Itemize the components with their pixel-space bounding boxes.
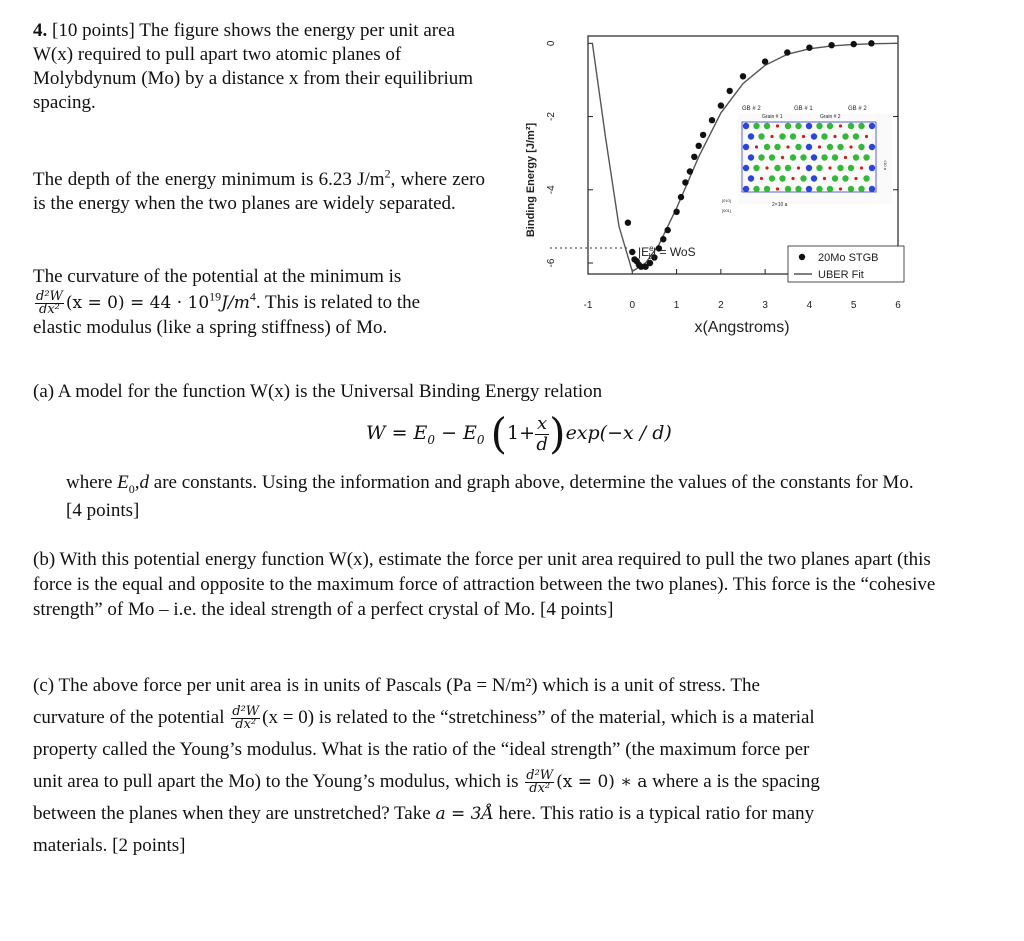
problem-points: [10 points] [52, 20, 135, 41]
atom [858, 186, 864, 192]
data-point [682, 179, 688, 185]
data-point [625, 220, 631, 226]
x-tick-label: 1 [673, 300, 680, 311]
data-point [762, 58, 768, 64]
atom [753, 165, 759, 171]
atom [816, 123, 822, 129]
atom [743, 144, 749, 150]
atom [785, 165, 791, 171]
data-point [727, 88, 733, 94]
atom [758, 133, 764, 139]
data-point [806, 45, 812, 51]
part-b-text: (b) With this potential energy function W(x), estimate the force per unit area required to pull the two planes apart (this force is the equal and opposite to the maximum force of attraction between the two planes). This force is the “cohesive strength” of Mo – i.e. the ideal strength of a perfect crystal of Mo. [4 points] [33, 549, 936, 620]
atom [823, 177, 826, 180]
atom [827, 186, 833, 192]
uber-equation: $W = E_0 - E_0$ (1+ $\frac{x}{d})\exp(-x / d)$ [366, 409, 672, 458]
data-point [868, 40, 874, 46]
x-tick-label: 2 [718, 300, 724, 311]
atom [800, 175, 806, 181]
atom [785, 123, 791, 129]
data-point [665, 227, 671, 233]
atom [791, 177, 794, 180]
legend [788, 246, 904, 282]
atom [869, 123, 875, 129]
atom [781, 156, 784, 159]
x-tick-label: 0 [629, 300, 636, 311]
data-point [851, 41, 857, 47]
atom [811, 133, 817, 139]
atom [764, 186, 770, 192]
atom [764, 123, 770, 129]
x-tick-label: -1 [583, 300, 593, 311]
atom [860, 166, 863, 169]
atom [811, 175, 817, 181]
svg-text:GB # 2: GB # 2 [848, 106, 867, 112]
part-a-where: where $E_0,d$ are constants. Using the information and graph above, determine the values of the constants for Mo. [4 points] [66, 472, 914, 521]
atom [865, 135, 868, 138]
atom [806, 144, 812, 150]
data-point [718, 102, 724, 108]
curvature-paragraph: The curvature of the potential at the minimum is $\frac{\text{d²W}}{\text{dx²}}$ $(x = 0) = 44 \cdot 10^{19}J/m^4$. This is related to the elastic modulus (like a spring stiffness) of Mo. [33, 265, 485, 340]
atom [786, 145, 789, 148]
atom [753, 123, 759, 129]
atom [839, 187, 842, 190]
atom [849, 145, 852, 148]
atom [779, 133, 785, 139]
atom [816, 165, 822, 171]
atom [848, 186, 854, 192]
data-point [629, 249, 635, 255]
atom [795, 186, 801, 192]
legend-item-stgb: 20Mo STGB [818, 252, 879, 264]
x-tick-label: 6 [895, 300, 901, 311]
atom [842, 133, 848, 139]
atom [837, 165, 843, 171]
atom [802, 135, 805, 138]
atom [828, 166, 831, 169]
binding-energy-chart [510, 10, 910, 340]
atom [848, 165, 854, 171]
svg-text:Grain # 2: Grain # 2 [820, 114, 841, 120]
data-point [709, 117, 715, 123]
svg-text:GB # 2: GB # 2 [742, 106, 761, 112]
curv-text-a: The curvature of the potential at the minimum is [33, 266, 402, 287]
atom [837, 144, 843, 150]
svg-text:[010]: [010] [722, 198, 731, 203]
atom [743, 165, 749, 171]
svg-text:[001]: [001] [722, 208, 731, 213]
atom [832, 154, 838, 160]
svg-text:√10 a: √10 a [883, 160, 888, 170]
y-axis-label: Binding Energy [J/m²] [525, 122, 537, 238]
atom [827, 144, 833, 150]
svg-text:GB # 1: GB # 1 [794, 106, 813, 112]
atom [869, 144, 875, 150]
atom [844, 156, 847, 159]
data-point [691, 154, 697, 160]
data-point [673, 209, 679, 215]
second-derivative-fraction: $\frac{\text{d²W}}{\text{dx²}}$ [36, 289, 63, 318]
atom [769, 175, 775, 181]
depth-paragraph: The depth of the energy minimum is 6.23 $J/m^2$, where zero is the energy when the two planes are widely separated. [33, 166, 485, 214]
atom [821, 154, 827, 160]
atom [811, 154, 817, 160]
atom [774, 165, 780, 171]
legend-marker [799, 254, 805, 260]
atom [853, 133, 859, 139]
atom [795, 123, 801, 129]
part-a-intro: (a) A model for the function W(x) is the Universal Binding Energy relation [33, 381, 603, 402]
inset-crystal-structure [722, 106, 892, 213]
atom [748, 133, 754, 139]
data-point [740, 73, 746, 79]
svg-text:2×10 a: 2×10 a [772, 202, 788, 208]
curv-expr: (x = 0) = 44 · 10 [65, 293, 210, 313]
atom [869, 165, 875, 171]
atom [842, 175, 848, 181]
atom [774, 144, 780, 150]
curv-text-b: . This is related to the [255, 292, 421, 313]
atom [858, 144, 864, 150]
atom [854, 177, 857, 180]
atom [748, 154, 754, 160]
atom [758, 154, 764, 160]
data-point [687, 168, 693, 174]
data-point [828, 42, 834, 48]
atom [869, 186, 875, 192]
atom [790, 154, 796, 160]
atom [743, 123, 749, 129]
atom [853, 154, 859, 160]
problem-number: 4. [33, 20, 48, 41]
y-tick-label: 0 [546, 40, 557, 47]
part-c-line6: materials. [2 points] [33, 835, 186, 856]
y-tick-label: -6 [546, 258, 557, 268]
x-tick-label: 5 [850, 300, 857, 311]
data-point [696, 143, 702, 149]
wos-annotation [550, 244, 696, 261]
part-c: (c) The above force per unit area is in units of Pascals (Pa = N/m²) which is a unit of stress. The curvature of the potential $\frac{\text{d²W}}{\text{dx²}}$ (x = 0) is related to the “stretchiness” of the material, which is a material property called the Young’s modulus. What is the ratio of the “ideal strength” (the maximum force per unit area to pull apart the Mo) to the Young’s modulus, which is $\frac{\text{d²W}}{\text{dx²}}$ (x = 0) ∗ a where a is the spacing between the planes when they are unstretched? Take a = 3Å here. This ratio is a typical ratio for many materials. [2 points] [33, 670, 973, 862]
atom [806, 165, 812, 171]
atom [800, 154, 806, 160]
atom [770, 135, 773, 138]
atom [806, 123, 812, 129]
atom [816, 186, 822, 192]
x-axis-label: x(Angstroms) [694, 319, 790, 336]
y-tick-label: -4 [546, 185, 557, 195]
legend-item-uber: UBER Fit [818, 269, 864, 281]
atom [790, 133, 796, 139]
depth-text-b: , where zero is the energy when the two planes are widely separated. [33, 169, 485, 214]
problem-intro [33, 19, 485, 115]
atom [779, 175, 785, 181]
atom [863, 175, 869, 181]
atom [776, 187, 779, 190]
data-point [678, 194, 684, 200]
atom [827, 123, 833, 129]
atom [832, 175, 838, 181]
atom [785, 186, 791, 192]
atom [760, 177, 763, 180]
atom [765, 166, 768, 169]
data-point [700, 132, 706, 138]
part-c-line3: property called the Young’s modulus. What is the ratio of the “ideal strength” (the maximum force per [33, 739, 810, 760]
atom [821, 133, 827, 139]
atom [764, 144, 770, 150]
data-point [784, 49, 790, 55]
atom [839, 124, 842, 127]
problem-intro-text: The figure shows the energy per unit area W(x) required to pull apart two atomic planes of Molybdynum (Mo) by a distance x from their equilibrium spacing. [33, 20, 474, 113]
atom [797, 166, 800, 169]
depth-text-a: The depth of the energy minimum is 6.23 J/m [33, 169, 385, 190]
atom [833, 135, 836, 138]
data-point [660, 236, 666, 242]
atom [776, 124, 779, 127]
atom [769, 154, 775, 160]
atom [753, 186, 759, 192]
svg-text:Grain # 1: Grain # 1 [762, 114, 783, 120]
y-tick-label: -2 [546, 112, 557, 122]
atom [743, 186, 749, 192]
atom [755, 145, 758, 148]
wos-label: $|E^e$ b| = WoS [638, 244, 696, 261]
atom [863, 154, 869, 160]
atom [748, 175, 754, 181]
atom [806, 186, 812, 192]
x-tick-label: 3 [762, 300, 768, 311]
atom [848, 123, 854, 129]
part-c-line1: (c) The above force per unit area is in units of Pascals (Pa = N/m²) which is a unit of stress. The [33, 675, 760, 696]
curv-text-c: elastic modulus (like a spring stiffness) of Mo. [33, 317, 388, 339]
atom [858, 123, 864, 129]
atom [795, 144, 801, 150]
x-tick-label: 4 [806, 300, 813, 311]
atom [818, 145, 821, 148]
